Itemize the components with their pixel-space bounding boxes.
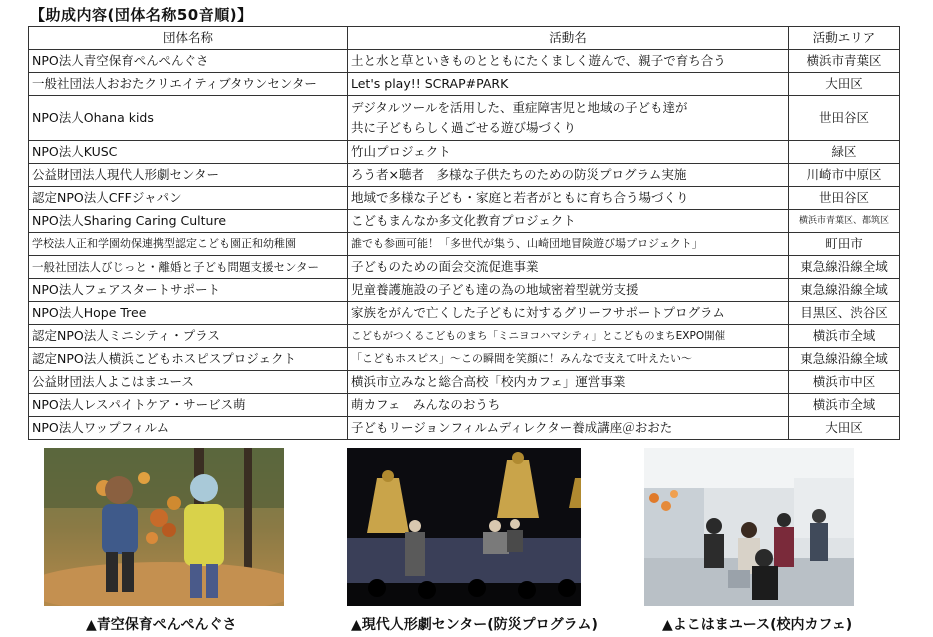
area-cell: 川崎市中原区	[789, 164, 900, 187]
activity-cell: 竹山プロジェクト	[348, 141, 789, 164]
area-cell: 目黒区、渋谷区	[789, 302, 900, 325]
table-row	[29, 96, 900, 141]
area-cell: 横浜市全域	[789, 394, 900, 417]
photo-caption: ▲現代人形劇センター(防災プログラム)	[351, 617, 598, 633]
activity-cell: 萌カフェ みんなのおうち	[348, 394, 789, 417]
area-cell: 横浜市青葉区、都筑区	[789, 210, 900, 233]
org-cell: 一般社団法人おおたクリエイティブタウンセンター	[29, 73, 348, 96]
table-row	[29, 371, 900, 394]
activity-cell: 子どもリージョンフィルムディレクター養成講座＠おおた	[348, 417, 789, 440]
org-cell: NPO法人レスパイトケア・サービス萌	[29, 394, 348, 417]
activity-cell: 横浜市立みなと総合高校「校内カフェ」運営事業	[348, 371, 789, 394]
table-row	[29, 164, 900, 187]
area-cell: 横浜市青葉区	[789, 50, 900, 73]
org-cell: 一般社団法人びじっと・離婚と子ども問題支援センター	[29, 256, 348, 279]
activity-line: 共に子どもらしく過ごせる遊び場づくり	[351, 120, 577, 135]
org-cell: 学校法人正和学園幼保連携型認定こども園正和幼稚園	[29, 233, 348, 256]
activity-cell: ろう者×聴者 多様な子供たちのための防災プログラム実施	[348, 164, 789, 187]
puppet-theater-stage-photo	[347, 448, 581, 606]
org-cell: 認定NPO法人CFFジャパン	[29, 187, 348, 210]
area-cell: 東急線沿線全域	[789, 256, 900, 279]
children-playing-outdoors-photo	[44, 448, 284, 606]
table-row	[29, 210, 900, 233]
org-cell: NPO法人青空保育ぺんぺんぐさ	[29, 50, 348, 73]
table-header-row	[29, 27, 900, 50]
photo-caption: ▲青空保育ぺんぺんぐさ	[86, 617, 237, 633]
org-cell: NPO法人KUSC	[29, 141, 348, 164]
area-cell: 世田谷区	[789, 187, 900, 210]
org-cell: NPO法人Hope Tree	[29, 302, 348, 325]
area-cell: 東急線沿線全域	[789, 348, 900, 371]
school-cafe-photo	[644, 448, 854, 606]
header-activity: 活動名	[348, 27, 789, 50]
table-row	[29, 394, 900, 417]
grants-table	[28, 26, 900, 440]
activity-cell: 地域で多様な子ども・家庭と若者がともに育ち合う場づくり	[348, 187, 789, 210]
table-row	[29, 325, 900, 348]
area-cell: 横浜市全域	[789, 325, 900, 348]
photo-caption: ▲よこはまユース(校内カフェ)	[662, 617, 853, 633]
activity-cell: こどもまんなか多文化教育プロジェクト	[348, 210, 789, 233]
org-cell: NPO法人フェアスタートサポート	[29, 279, 348, 302]
table-row	[29, 233, 900, 256]
table-row	[29, 73, 900, 96]
org-cell: NPO法人ワップフィルム	[29, 417, 348, 440]
activity-cell	[348, 96, 789, 141]
header-org: 団体名称	[29, 27, 348, 50]
activity-cell: 誰でも参画可能！「多世代が集う、山崎団地冒険遊び場プロジェクト」	[348, 233, 789, 256]
table-row	[29, 50, 900, 73]
area-cell: 東急線沿線全域	[789, 279, 900, 302]
org-cell: 認定NPO法人横浜こどもホスピスプロジェクト	[29, 348, 348, 371]
activity-cell: 児童養護施設の子ども達の為の地域密着型就労支援	[348, 279, 789, 302]
table-row	[29, 187, 900, 210]
header-area: 活動エリア	[789, 27, 900, 50]
activity-cell: 土と水と草といきものとともにたくましく遊んで、親子で育ち合う	[348, 50, 789, 73]
org-cell: NPO法人Ohana kids	[29, 96, 348, 141]
activity-cell: Let's play!! SCRAP#PARK	[348, 73, 789, 96]
area-cell: 町田市	[789, 233, 900, 256]
activity-cell: 家族をがんで亡くした子どもに対するグリーフサポートプログラム	[348, 302, 789, 325]
area-cell: 大田区	[789, 73, 900, 96]
area-cell: 世田谷区	[789, 96, 900, 141]
org-cell: 公益財団法人よこはまユース	[29, 371, 348, 394]
activity-line: デジタルツールを活用した、重症障害児と地域の子ども達が	[351, 100, 688, 115]
page-heading: 【助成内容(団体名称50音順)】	[30, 6, 253, 24]
table-row	[29, 417, 900, 440]
table-row	[29, 302, 900, 325]
area-cell: 緑区	[789, 141, 900, 164]
org-cell: NPO法人Sharing Caring Culture	[29, 210, 348, 233]
activity-cell: 「こどもホスピス」〜この瞬間を笑顔に！みんなで支えて叶えたい〜	[348, 348, 789, 371]
area-cell: 大田区	[789, 417, 900, 440]
activity-cell: こどもがつくるこどものまち「ミニヨコハマシティ」とこどものまちEXPO開催	[348, 325, 789, 348]
activity-cell: 子どものための面会交流促進事業	[348, 256, 789, 279]
org-cell: 公益財団法人現代人形劇センター	[29, 164, 348, 187]
table-row	[29, 141, 900, 164]
area-cell: 横浜市中区	[789, 371, 900, 394]
table-row	[29, 256, 900, 279]
table-row	[29, 348, 900, 371]
org-cell: 認定NPO法人ミニシティ・プラス	[29, 325, 348, 348]
table-row	[29, 279, 900, 302]
